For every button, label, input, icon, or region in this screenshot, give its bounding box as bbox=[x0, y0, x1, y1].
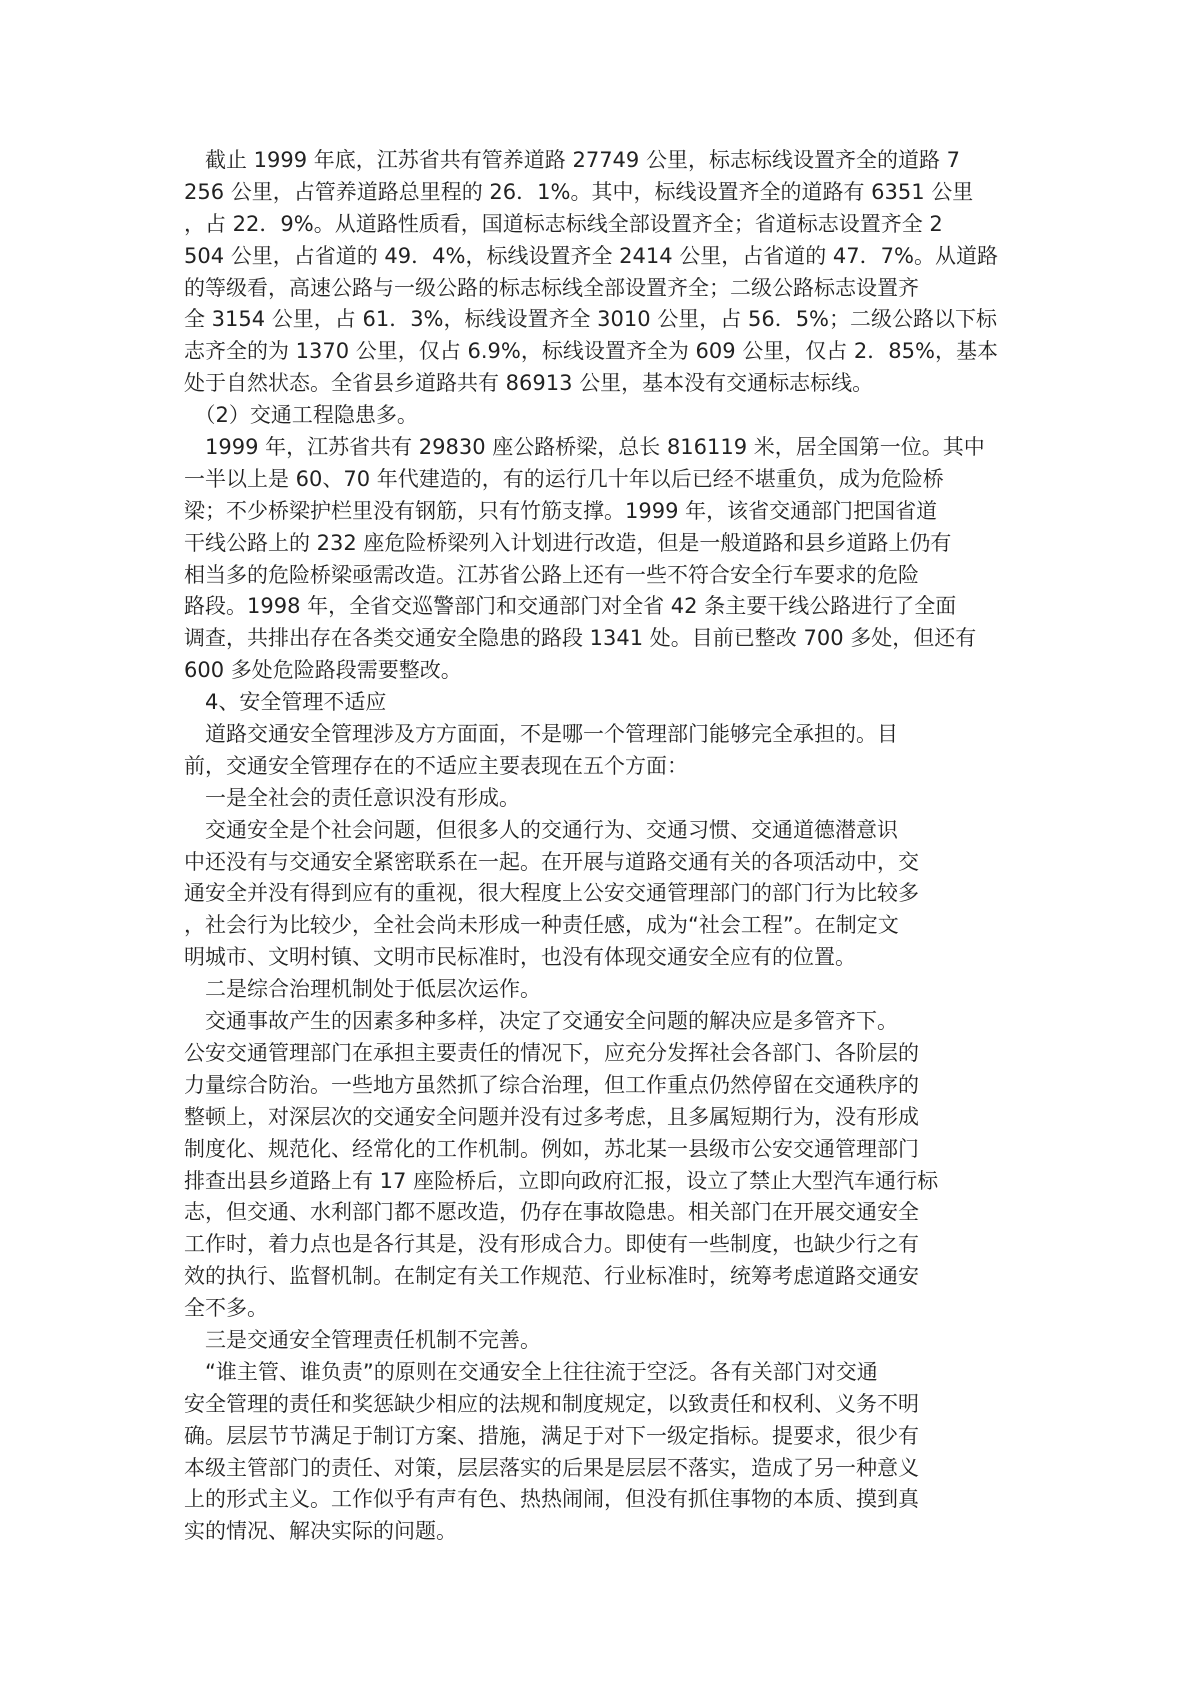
text-line: 工作时，着力点也是各行其是，没有形成合力。即使有一些制度，也缺少行之有 bbox=[184, 1232, 919, 1257]
text-line: 志，但交通、水利部门都不愿改造，仍存在事故隐患。相关部门在开展交通安全 bbox=[184, 1200, 919, 1225]
text-line: 确。层层节节满足于制订方案、措施，满足于对下一级定指标。提要求，很少有 bbox=[184, 1423, 919, 1448]
section-heading: （2）交通工程隐患多。 bbox=[184, 403, 418, 428]
text-line: 前，交通安全管理存在的不适应主要表现在五个方面： bbox=[184, 753, 688, 778]
text-line: 志齐全的为 1370 公里，仅占 6.9%，标线设置齐全为 609 公里，仅占 2．85%，基本 bbox=[184, 339, 998, 364]
text-line: 600 多处危险路段需要整改。 bbox=[184, 658, 462, 683]
text-line: 上的形式主义。工作似乎有声有色、热热闹闹，但没有抓住事物的本质、摸到真 bbox=[184, 1487, 919, 1512]
text-line: 路段。1998 年，全省交巡警部门和交通部门对全省 42 条主要干线公路进行了全面 bbox=[184, 594, 957, 619]
text-line: 一半以上是 60、70 年代建造的，有的运行几十年以后已经不堪重负，成为危险桥 bbox=[184, 466, 944, 491]
text-line: 公安交通管理部门在承担主要责任的情况下，应充分发挥社会各部门、各阶层的 bbox=[184, 1040, 919, 1065]
text-line: 制度化、规范化、经常化的工作机制。例如，苏北某一县级市公安交通管理部门 bbox=[184, 1136, 919, 1161]
text-line: 道路交通安全管理涉及方方面面，不是哪一个管理部门能够完全承担的。目 bbox=[184, 722, 898, 747]
subsection-heading: 三是交通安全管理责任机制不完善。 bbox=[184, 1327, 541, 1352]
text-line: ，占 22．9%。从道路性质看，国道标志标线全部设置齐全；省道标志设置齐全 2 bbox=[184, 211, 943, 236]
text-line: 的等级看，高速公路与一级公路的标志标线全部设置齐全；二级公路标志设置齐 bbox=[184, 275, 919, 300]
text-line: 256 公里，占管养道路总里程的 26．1%。其中，标线设置齐全的道路有 6351 公里 bbox=[184, 179, 974, 204]
text-line: 全不多。 bbox=[184, 1296, 268, 1321]
text-line: 安全管理的责任和奖惩缺少相应的法规和制度规定，以致责任和权利、义务不明 bbox=[184, 1391, 919, 1416]
text-line: “谁主管、谁负责”的原则在交通安全上往往流于空泛。各有关部门对交通 bbox=[184, 1359, 878, 1384]
text-line: 交通安全是个社会问题，但很多人的交通行为、交通习惯、交通道德潜意识 bbox=[184, 817, 898, 842]
text-line: 实的情况、解决实际的问题。 bbox=[184, 1519, 457, 1544]
subsection-heading: 二是综合治理机制处于低层次运作。 bbox=[184, 977, 541, 1002]
text-line: 力量综合防治。一些地方虽然抓了综合治理，但工作重点仍然停留在交通秩序的 bbox=[184, 1072, 919, 1097]
text-line: 调查，共排出存在各类交通安全隐患的路段 1341 处。目前已整改 700 多处，但还有 bbox=[184, 626, 977, 651]
text-line: 排查出县乡道路上有 17 座险桥后，立即向政府汇报，设立了禁止大型汽车通行标 bbox=[184, 1168, 939, 1193]
text-line: 整顿上，对深层次的交通安全问题并没有过多考虑，且多属短期行为，没有形成 bbox=[184, 1104, 919, 1129]
document-body bbox=[184, 145, 1124, 1548]
text-line: 1999 年，江苏省共有 29830 座公路桥梁，总长 816119 米，居全国第一位。其中 bbox=[184, 435, 985, 460]
text-line: 相当多的危险桥梁亟需改造。江苏省公路上还有一些不符合安全行车要求的危险 bbox=[184, 562, 919, 587]
text-line: 干线公路上的 232 座危险桥梁列入计划进行改造，但是一般道路和县乡道路上仍有 bbox=[184, 530, 952, 555]
text-line: 全 3154 公里，占 61．3%，标线设置齐全 3010 公里，占 56．5%；二级公路以下标 bbox=[184, 307, 998, 332]
text-line: 梁；不少桥梁护栏里没有钢筋，只有竹筋支撑。1999 年，该省交通部门把国省道 bbox=[184, 498, 938, 523]
text-line: 截止 1999 年底，江苏省共有管养道路 27749 公里，标志标线设置齐全的道路 7 bbox=[184, 148, 960, 172]
text-line: 通安全并没有得到应有的重视，很大程度上公安交通管理部门的部门行为比较多 bbox=[184, 881, 919, 906]
text-line: 交通事故产生的因素多种多样，决定了交通安全问题的解决应是多管齐下。 bbox=[184, 1009, 898, 1034]
section-heading: 4、安全管理不适应 bbox=[184, 690, 387, 715]
text-line: 处于自然状态。全省县乡道路共有 86913 公里，基本没有交通标志标线。 bbox=[184, 371, 874, 396]
subsection-heading: 一是全社会的责任意识没有形成。 bbox=[184, 785, 520, 810]
text-line: 504 公里，占省道的 49．4%，标线设置齐全 2414 公里，占省道的 47．7%。从道路 bbox=[184, 243, 998, 268]
text-line: 效的执行、监督机制。在制定有关工作规范、行业标准时，统筹考虑道路交通安 bbox=[184, 1264, 919, 1289]
text-line: 本级主管部门的责任、对策，层层落实的后果是层层不落实，造成了另一种意义 bbox=[184, 1455, 919, 1480]
text-line: 明城市、文明村镇、文明市民标准时，也没有体现交通安全应有的位置。 bbox=[184, 945, 856, 970]
text-line: 中还没有与交通安全紧密联系在一起。在开展与道路交通有关的各项活动中，交 bbox=[184, 849, 919, 874]
text-line: ，社会行为比较少，全社会尚未形成一种责任感，成为“社会工程”。在制定文 bbox=[184, 913, 899, 938]
